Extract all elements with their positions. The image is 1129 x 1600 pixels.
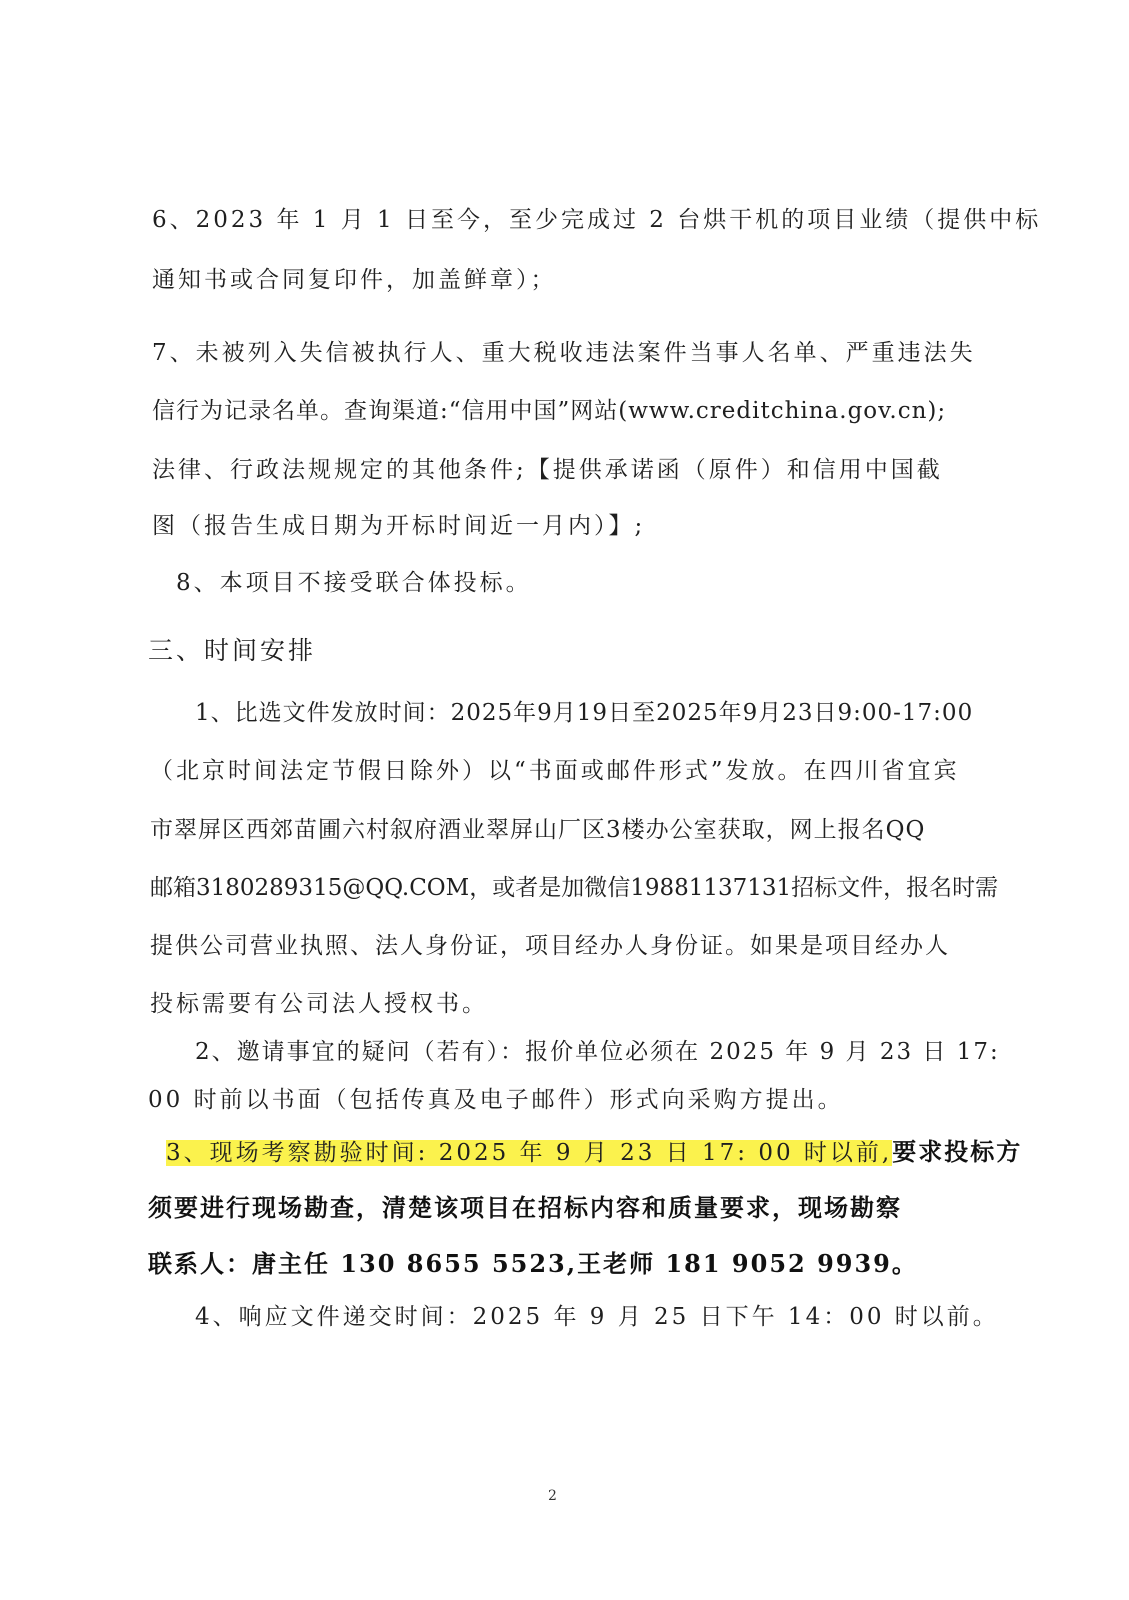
schedule-4: 4、响应文件递交时间：2025 年 9 月 25 日下午 14：00 时以前。 xyxy=(195,1304,999,1330)
schedule-1-line-6: 投标需要有公司法人授权书。 xyxy=(150,991,488,1017)
requirement-6-line-2: 通知书或合同复印件，加盖鲜章）； xyxy=(152,267,557,293)
schedule-3-line-2: 须要进行现场勘查，清楚该项目在招标内容和质量要求，现场勘察 xyxy=(148,1193,902,1222)
schedule-3-line-1 xyxy=(166,1137,1022,1168)
requirement-7-line-3: 法律、行政法规规定的其他条件;【提供承诺函（原件）和信用中国截 xyxy=(152,457,943,483)
schedule-1-line-2: （北京时间法定节假日除外）以“书面或邮件形式”发放。在四川省宜宾 xyxy=(150,758,960,784)
schedule-3-line-3: 联系人：唐主任 130 8655 5523,王老师 181 9052 9939。 xyxy=(148,1249,918,1278)
requirement-8: 8、本项目不接受联合体投标。 xyxy=(176,570,532,596)
requirement-6-line-1: 6、2023 年 1 月 1 日至今，至少完成过 2 台烘干机的项目业绩（提供中标 xyxy=(152,207,1042,233)
schedule-1-line-1: 1、比选文件发放时间：2025年9月19日至2025年9月23日9:00-17:00 xyxy=(195,700,974,726)
schedule-2-line-1: 2、邀请事宜的疑问（若有）：报价单位必须在 2025 年 9 月 23 日 17: xyxy=(195,1039,1000,1065)
schedule-2-line-2: 00 时前以书面（包括传真及电子邮件）形式向采购方提出。 xyxy=(148,1087,844,1113)
requirement-7-line-4: 图（报告生成日期为开标时间近一月内）】; xyxy=(152,513,646,539)
section-heading-schedule: 三、时间安排 xyxy=(148,636,317,665)
schedule-3-line-1-tail: 要求投标方 xyxy=(892,1137,1023,1166)
schedule-1-line-3: 市翠屏区西郊苗圃六村叙府酒业翠屏山厂区3楼办公室获取，网上报名QQ xyxy=(150,817,926,843)
highlighted-inspection-time: 3、现场考察勘验时间: 2025 年 9 月 23 日 17: 00 时以前, xyxy=(166,1140,893,1166)
requirement-7-line-1: 7、未被列入失信被执行人、重大税收违法案件当事人名单、严重违法失 xyxy=(152,340,976,366)
page-number: 2 xyxy=(548,1488,557,1504)
requirement-7-line-2: 信行为记录名单。查询渠道:“信用中国”网站(www.creditchina.gov.cn); xyxy=(152,398,947,424)
schedule-1-line-4: 邮箱3180289315@QQ.COM，或者是加微信19881137131招标文件，报名时需 xyxy=(150,875,999,901)
schedule-1-line-5: 提供公司营业执照、法人身份证，项目经办人身份证。如果是项目经办人 xyxy=(150,933,950,959)
